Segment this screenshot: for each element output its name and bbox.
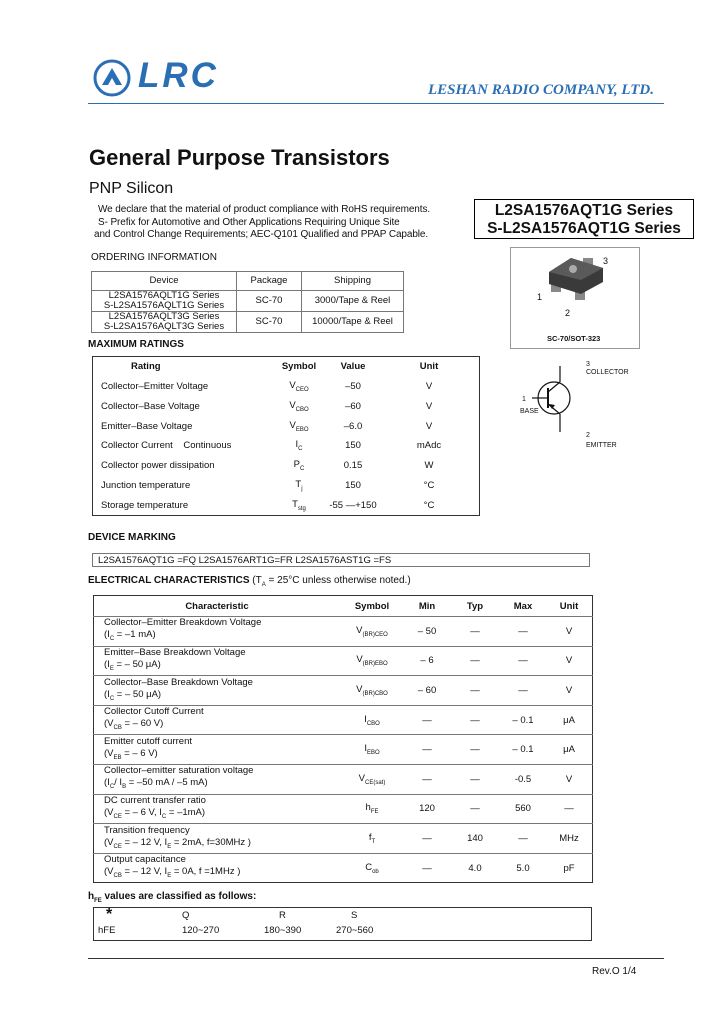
rating-value: 150: [345, 479, 361, 491]
electrical-row: [94, 794, 593, 824]
cond-rest: = 0A, f =1MHz ): [171, 866, 241, 878]
cond-sub: E: [167, 843, 172, 850]
symbol-sub: C: [298, 446, 303, 453]
hfe-h: h: [88, 891, 95, 902]
ec-unit: μA: [546, 705, 593, 735]
test-condition: [104, 718, 340, 734]
rating-symbol: [271, 456, 327, 476]
max-header: Symbol: [281, 361, 317, 373]
series-name: L2SA1576AQT1G Series: [494, 202, 674, 219]
base-label: BASE: [520, 408, 539, 415]
max-header: Rating: [131, 361, 161, 373]
ec-min: —: [404, 853, 450, 883]
device-name: L2SA1576AQLT1G Series: [108, 290, 220, 301]
ordering-table: [91, 271, 404, 333]
ordering-package: SC-70: [237, 312, 302, 333]
ec-max: 5.0: [500, 853, 546, 883]
cond-rest: / I: [114, 777, 123, 789]
ec-typ: —: [450, 617, 500, 647]
aec-note: and Control Change Requirements; AEC-Q101 Qualified and PPAP Capable.: [94, 229, 429, 240]
rating-value: –6.0: [343, 420, 363, 432]
max-rating-row: [93, 475, 480, 495]
hfe-row-label: hFE: [98, 925, 116, 936]
pin-label: 2: [565, 308, 571, 318]
characteristic-name: DC current transfer ratio: [104, 794, 206, 806]
symbol-main: V: [289, 399, 296, 411]
ordering-header: Shipping: [302, 272, 404, 291]
ec-max: —: [500, 676, 546, 706]
ec-max: – 0.1: [500, 735, 546, 765]
symbol-main: I: [295, 439, 299, 451]
ec-symbol: [340, 794, 404, 824]
note-sub: A: [261, 582, 266, 588]
hfe-range: 120~270: [182, 925, 220, 936]
ec-max: —: [500, 824, 546, 854]
ordering-shipping: 3000/Tape & Reel: [302, 291, 404, 312]
symbol-main: T: [292, 498, 298, 510]
cond-part: (I: [104, 658, 110, 670]
electrical-row: [94, 676, 593, 706]
ec-unit: V: [546, 646, 593, 676]
symbol-sub: stg: [297, 505, 306, 512]
cond-part: (V: [104, 866, 114, 878]
max-rating-row: [93, 377, 480, 397]
characteristic-name: Collector Cutoff Current: [104, 706, 204, 718]
symbol-sub: CEO: [295, 387, 309, 394]
hfe-class: R: [279, 910, 286, 921]
symbol-sub: C: [300, 466, 305, 472]
ec-unit: V: [546, 676, 593, 706]
characteristic: [94, 705, 341, 735]
ordering-package: SC-70: [237, 291, 302, 312]
ec-min: —: [404, 764, 450, 794]
ec-header: Max: [513, 600, 533, 612]
ec-max: 560: [500, 794, 546, 824]
hfe-heading: [88, 891, 256, 904]
cond-rest: = 2mA, f=30MHz ): [171, 836, 251, 848]
cond-sub: E: [109, 665, 114, 672]
device-name-s: S-L2SA1576AQLT3G Series: [103, 321, 225, 332]
cond-part: (V: [104, 806, 114, 818]
pnp-transistor-symbol-icon: [520, 360, 580, 440]
symbol-sub: ob: [372, 868, 379, 875]
test-condition: [104, 659, 340, 675]
characteristic: [94, 735, 341, 765]
symbol-sub: CBO: [366, 720, 380, 727]
rating-unit: V: [425, 420, 433, 432]
cond-sub: CE: [113, 813, 122, 820]
ec-min: —: [404, 824, 450, 854]
characteristic-name: Collector–Base Breakdown Voltage: [104, 676, 253, 688]
footer-divider: [88, 958, 664, 959]
cond-part: (V: [104, 836, 114, 848]
symbol-main: V: [356, 654, 363, 666]
rating-value: -55 —+150: [329, 499, 377, 511]
emitter-label: EMITTER: [586, 442, 617, 449]
rating-name: Collector power dissipation: [101, 460, 215, 472]
logo-text: LRC: [138, 56, 219, 95]
rating-unit: W: [424, 460, 434, 472]
pin-label: 3: [586, 361, 590, 368]
symbol-main: T: [295, 478, 302, 490]
ec-unit: V: [546, 617, 593, 647]
symbol-main: C: [365, 861, 373, 873]
max-rating-row: [93, 396, 480, 416]
cond-sub: CE: [113, 843, 122, 850]
electrical-title: ELECTRICAL CHARACTERISTICS: [88, 575, 250, 586]
cond-rest: = –50 mA / –5 mA): [126, 777, 208, 789]
ec-unit: —: [546, 794, 593, 824]
electrical-table: [93, 595, 593, 883]
symbol-main: I: [364, 713, 367, 725]
cond-sub: C: [109, 784, 115, 791]
series-name-s: S-L2SA1576AQT1G Series: [487, 220, 681, 237]
electrical-row: [94, 646, 593, 676]
package-label: SC-70/SOT-323: [547, 334, 601, 343]
characteristic-name: Emitter–Base Breakdown Voltage: [104, 646, 246, 658]
symbol-main: h: [365, 802, 371, 814]
ec-symbol: [340, 735, 404, 765]
ec-typ: —: [450, 646, 500, 676]
characteristic-name: Transition frequency: [104, 824, 190, 836]
rating-name: Storage temperature: [101, 499, 189, 511]
ec-typ: —: [450, 705, 500, 735]
cond-rest: = –1mA): [166, 806, 206, 818]
ec-header: Min: [418, 600, 436, 612]
marking-text: L2SA1576AQT1G =FQ L2SA1576ART1G=FR L2SA1576AST1G =FS: [92, 553, 590, 567]
electrical-row: [94, 824, 593, 854]
test-condition: [104, 837, 340, 853]
cond-part: (V: [104, 747, 114, 759]
max-rating-row: [93, 495, 480, 515]
symbol-main: V: [356, 684, 363, 696]
symbol-main: V: [289, 380, 296, 392]
rating-unit: mAdc: [416, 440, 442, 452]
page-title: General Purpose Transistors: [89, 145, 390, 170]
ec-typ: —: [450, 676, 500, 706]
page-subtitle: PNP Silicon: [89, 180, 174, 197]
hfe-range: 270~560: [336, 925, 374, 936]
cond-part: (I: [104, 629, 110, 641]
device-name-s: S-L2SA1576AQLT1G Series: [103, 300, 225, 311]
characteristic: [94, 764, 341, 794]
symbol-sub: CBO: [295, 406, 309, 413]
rating-unit: °C: [423, 499, 435, 511]
hfe-table: [93, 907, 592, 941]
ec-max: – 0.1: [500, 705, 546, 735]
hfe-range: 180~390: [264, 925, 302, 936]
rating-symbol: [271, 436, 327, 456]
symbol-main: P: [293, 459, 300, 471]
ec-typ: —: [450, 794, 500, 824]
characteristic: [94, 794, 341, 824]
ec-symbol: [340, 853, 404, 883]
rating-symbol: [271, 495, 327, 515]
rating-name: Collector Current Continuous: [101, 440, 232, 452]
hfe-sub: FE: [94, 898, 102, 904]
symbol-main: V: [289, 419, 296, 431]
hfe-class: Q: [182, 910, 190, 921]
characteristic-name: Collector–emitter saturation voltage: [104, 765, 254, 777]
cond-part: (V: [104, 718, 114, 730]
ordering-shipping: 10000/Tape & Reel: [302, 312, 404, 333]
ec-header: Typ: [466, 600, 484, 612]
pin-label: 2: [586, 432, 590, 439]
ec-header: Unit: [559, 600, 579, 612]
ordering-device: [92, 312, 237, 333]
ec-header: Characteristic: [185, 600, 249, 612]
ec-max: —: [500, 617, 546, 647]
collector-label: COLLECTOR: [586, 369, 629, 376]
ordering-heading: ORDERING INFORMATION: [91, 252, 217, 263]
cond-sub: C: [109, 695, 115, 702]
symbol-sub: (BR)CBO: [362, 690, 388, 697]
cond-sub: B: [122, 784, 127, 791]
electrical-row: [94, 853, 593, 883]
max-ratings-table: [92, 356, 480, 516]
ordering-device: [92, 291, 237, 312]
ec-typ: 4.0: [450, 853, 500, 883]
cond-rest: = –1 mA): [114, 629, 156, 641]
cond-rest: = – 12 V, I: [121, 836, 168, 848]
device-name: L2SA1576AQLT3G Series: [108, 311, 220, 322]
package-figure: [510, 247, 640, 349]
symbol-sub: FE: [370, 809, 379, 816]
characteristic-name: Emitter cutoff current: [104, 735, 192, 747]
note-rest: = 25°C unless otherwise noted.): [265, 575, 411, 586]
symbol-main: V: [358, 772, 365, 784]
cond-sub: CB: [113, 872, 122, 879]
test-condition: [104, 777, 340, 793]
pin-label: 1: [522, 396, 526, 403]
ec-min: – 50: [404, 617, 450, 647]
hfe-star: *: [106, 906, 113, 923]
pin-label: 1: [537, 292, 543, 302]
max-rating-row: [93, 416, 480, 436]
symbol-sub: j: [301, 485, 303, 492]
cond-rest: = – 6 V, I: [121, 806, 162, 818]
ec-symbol: [340, 824, 404, 854]
header-divider: [88, 103, 664, 104]
ec-max: —: [500, 646, 546, 676]
ec-min: —: [404, 735, 450, 765]
rating-name: Collector–Emitter Voltage: [101, 381, 209, 393]
rating-unit: °C: [423, 479, 435, 491]
electrical-row: [94, 705, 593, 735]
rohs-declaration: We declare that the material of product compliance with RoHS requirements.: [98, 204, 431, 215]
test-condition: [104, 807, 340, 823]
cond-sub: CB: [113, 725, 122, 732]
max-rating-row: [93, 436, 480, 456]
hfe-class: S: [351, 910, 358, 921]
symbol-main: I: [364, 743, 367, 755]
rating-symbol: [271, 377, 327, 397]
test-condition: [104, 629, 340, 645]
electrical-row: [94, 617, 593, 647]
sc70-package-icon: [511, 248, 639, 348]
rating-name: Emitter–Base Voltage: [101, 420, 193, 432]
characteristic: [94, 617, 341, 647]
cond-rest: = – 6 V): [121, 747, 158, 759]
revision-label: Rev.O 1/4: [592, 966, 637, 977]
max-header: Unit: [419, 361, 439, 373]
prefix-note: S- Prefix for Automotive and Other Applications Requiring Unique Site: [98, 217, 400, 228]
cond-sub: C: [109, 636, 115, 643]
ec-unit: MHz: [546, 824, 593, 854]
rating-value: 150: [345, 440, 361, 452]
ec-min: —: [404, 705, 450, 735]
max-ratings-heading: MAXIMUM RATINGS: [88, 339, 184, 350]
symbol-main: f: [368, 832, 372, 843]
characteristic: [94, 824, 341, 854]
symbol-sub: EBO: [295, 426, 309, 433]
electrical-row: [94, 764, 593, 794]
note-part: (T: [252, 575, 262, 586]
symbol-sub: T: [371, 838, 376, 845]
rating-name: Collector–Base Voltage: [101, 400, 200, 412]
characteristic: [94, 853, 341, 883]
cond-rest: = – 12 V, I: [121, 866, 168, 878]
marking-heading: DEVICE MARKING: [88, 532, 176, 543]
rating-value: 0.15: [343, 460, 363, 472]
ec-symbol: [340, 676, 404, 706]
symbol-sub: EBO: [366, 750, 380, 757]
characteristic-name: Output capacitance: [104, 854, 186, 866]
rating-symbol: [271, 396, 327, 416]
characteristic-name: Collector–Emitter Breakdown Voltage: [104, 617, 262, 629]
electrical-heading: [88, 575, 411, 588]
ordering-header: Device: [92, 272, 237, 291]
ec-typ: —: [450, 764, 500, 794]
cond-sub: C: [161, 813, 167, 820]
ec-symbol: [340, 764, 404, 794]
rating-unit: V: [425, 381, 433, 393]
rating-name: Junction temperature: [101, 479, 191, 491]
symbol-sub: (BR)EBO: [362, 661, 388, 668]
characteristic: [94, 646, 341, 676]
cond-sub: E: [167, 872, 172, 879]
symbol-main: V: [356, 624, 363, 636]
cond-rest: = – 60 V): [121, 718, 164, 730]
ec-min: 120: [404, 794, 450, 824]
cond-part: (I: [104, 777, 110, 789]
cond-part: (I: [104, 688, 110, 700]
cond-rest: = – 50 μA): [113, 658, 161, 670]
ec-unit: μA: [546, 735, 593, 765]
lrc-logo-icon: [92, 58, 132, 98]
ec-header: Symbol: [354, 600, 390, 612]
rating-symbol: [271, 475, 327, 495]
ec-typ: —: [450, 735, 500, 765]
hfe-rest: values are classified as follows:: [101, 891, 257, 902]
ec-symbol: [340, 646, 404, 676]
ec-max: -0.5: [500, 764, 546, 794]
rating-symbol: [271, 416, 327, 436]
pin-label: 3: [603, 256, 609, 266]
series-box: [474, 199, 694, 239]
company-name: LESHAN RADIO COMPANY, LTD.: [428, 82, 655, 98]
electrical-row: [94, 735, 593, 765]
test-condition: [104, 748, 340, 764]
cond-sub: EB: [113, 754, 122, 761]
rating-value: –60: [345, 400, 361, 412]
ec-symbol: [340, 617, 404, 647]
ordering-header: Package: [237, 272, 302, 291]
rating-unit: V: [425, 400, 433, 412]
rating-value: –50: [345, 381, 361, 393]
symbol-sub: (BR)CEO: [362, 631, 388, 638]
ec-unit: pF: [546, 853, 593, 883]
ec-unit: V: [546, 764, 593, 794]
ec-symbol: [340, 705, 404, 735]
max-header: Value: [340, 361, 366, 373]
test-condition: [104, 689, 340, 705]
ec-min: – 60: [404, 676, 450, 706]
ec-min: – 6: [404, 646, 450, 676]
characteristic: [94, 676, 341, 706]
ec-typ: 140: [450, 824, 500, 854]
symbol-sub: CE(sat): [365, 779, 386, 786]
test-condition: [104, 866, 340, 882]
electrical-note: [252, 575, 410, 586]
cond-rest: = – 50 μA): [114, 688, 162, 700]
max-rating-row: [93, 456, 480, 476]
